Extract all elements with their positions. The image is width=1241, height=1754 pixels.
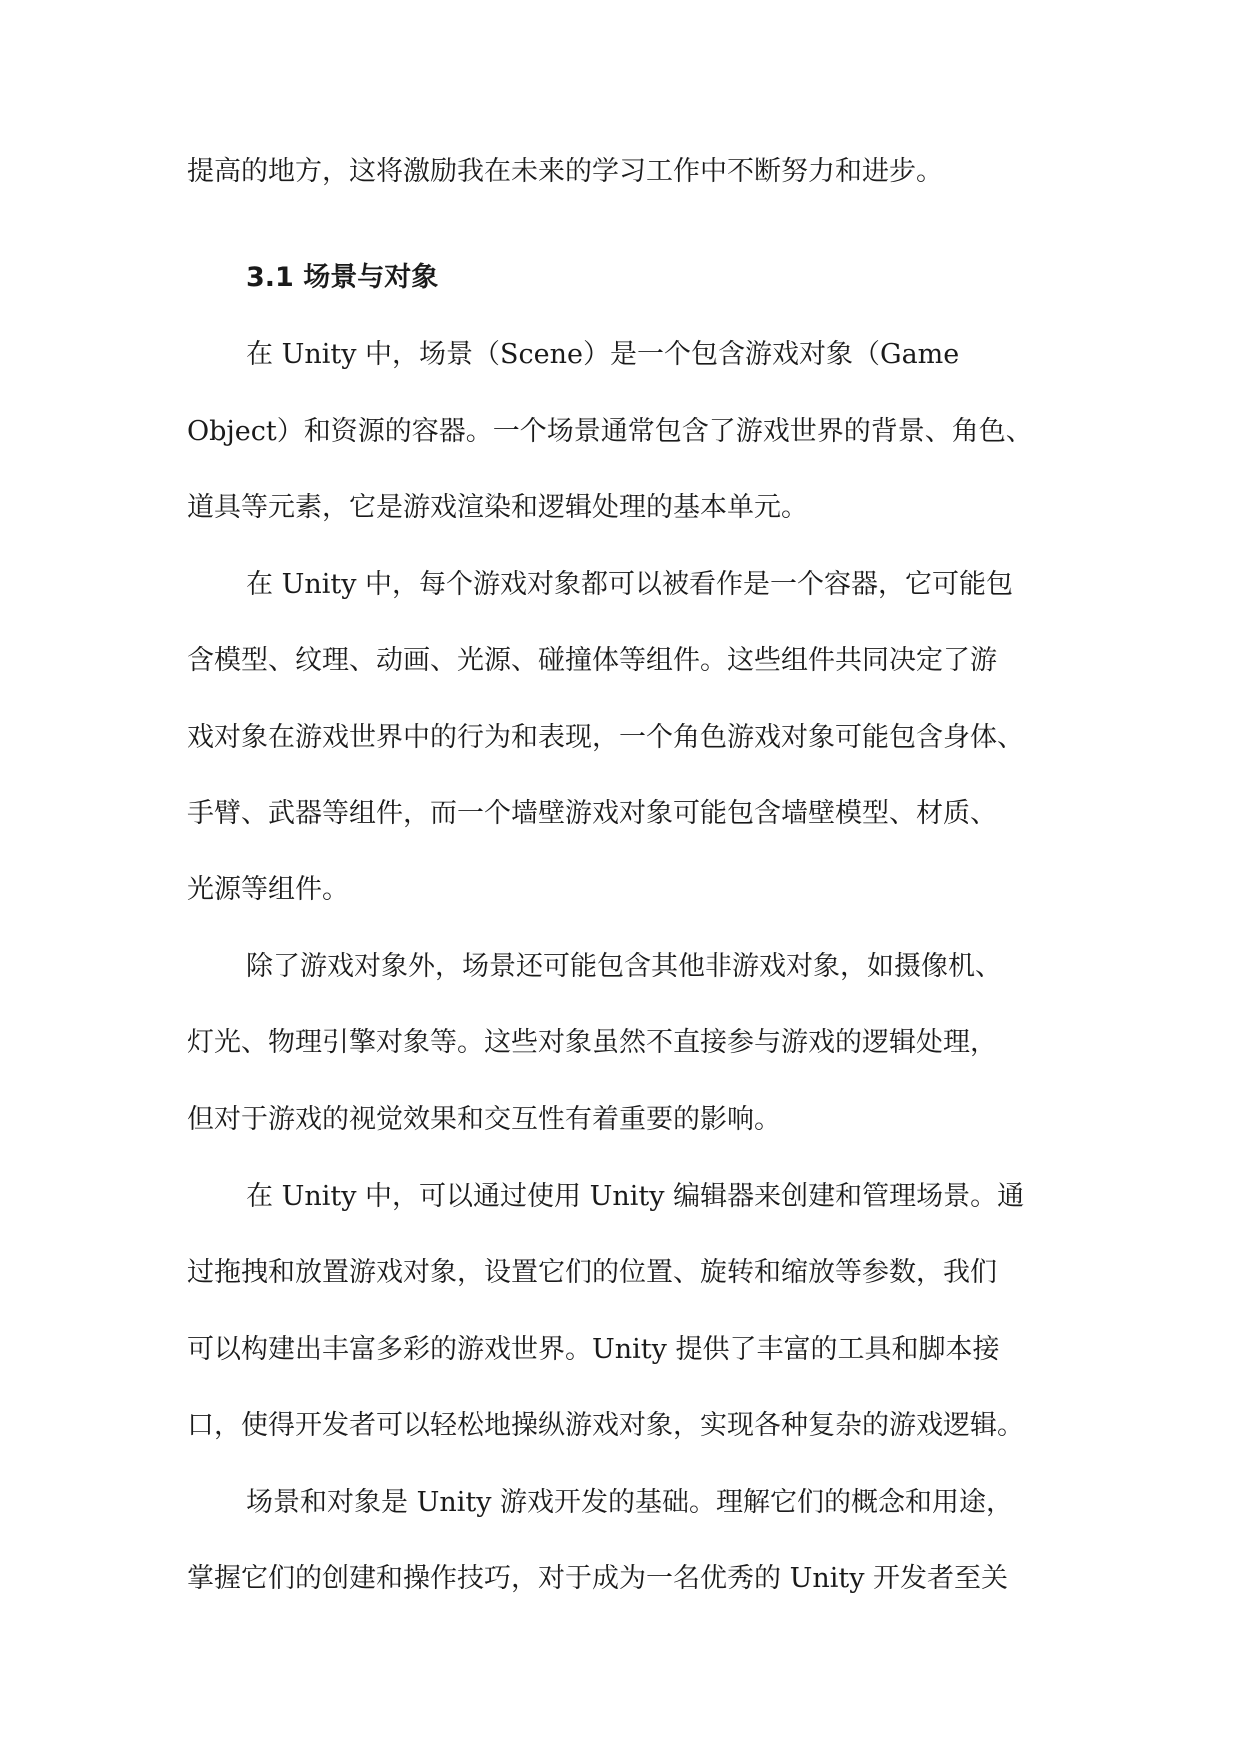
paragraph-line: 但对于游戏的视觉效果和交互性有着重要的影响。 [187, 1104, 781, 1135]
paragraph-line: 光源等组件。 [187, 874, 349, 905]
paragraph-line: 除了游戏对象外，场景还可能包含其他非游戏对象，如摄像机、 [246, 951, 1002, 982]
paragraph-line: 道具等元素，它是游戏渲染和逻辑处理的基本单元。 [187, 492, 808, 523]
paragraph-line: 过拖拽和放置游戏对象，设置它们的位置、旋转和缩放等参数，我们 [187, 1257, 997, 1288]
paragraph-line: 在 Unity 中，场景（Scene）是一个包含游戏对象（Game [246, 339, 960, 370]
paragraph-line: 场景和对象是 Unity 游戏开发的基础。理解它们的概念和用途， [246, 1487, 1014, 1518]
paragraph-line: 戏对象在游戏世界中的行为和表现，一个角色游戏对象可能包含身体、 [187, 722, 1024, 753]
paragraph-line: 灯光、物理引擎对象等。这些对象虽然不直接参与游戏的逻辑处理， [187, 1027, 997, 1058]
paragraph-line: 可以构建出丰富多彩的游戏世界。Unity 提供了丰富的工具和脚本接 [187, 1334, 1000, 1365]
paragraph-line: 手臂、武器等组件，而一个墙壁游戏对象可能包含墙壁模型、材质、 [187, 798, 997, 829]
paragraph-line: 在 Unity 中，每个游戏对象都可以被看作是一个容器，它可能包 [246, 569, 1014, 600]
paragraph-line: 口，使得开发者可以轻松地操纵游戏对象，实现各种复杂的游戏逻辑。 [187, 1410, 1024, 1441]
paragraph-line: 提高的地方，这将激励我在未来的学习工作中不断努力和进步。 [187, 156, 943, 187]
paragraph-line: Object）和资源的容器。一个场景通常包含了游戏世界的背景、角色、 [187, 416, 1033, 447]
paragraph-line: 含模型、纹理、动画、光源、碰撞体等组件。这些组件共同决定了游 [187, 645, 997, 676]
paragraph-line: 在 Unity 中，可以通过使用 Unity 编辑器来创建和管理场景。通 [246, 1181, 1025, 1212]
section-heading: 3.1 场景与对象 [246, 262, 439, 293]
paragraph-line: 掌握它们的创建和操作技巧，对于成为一名优秀的 Unity 开发者至关 [187, 1563, 1009, 1594]
